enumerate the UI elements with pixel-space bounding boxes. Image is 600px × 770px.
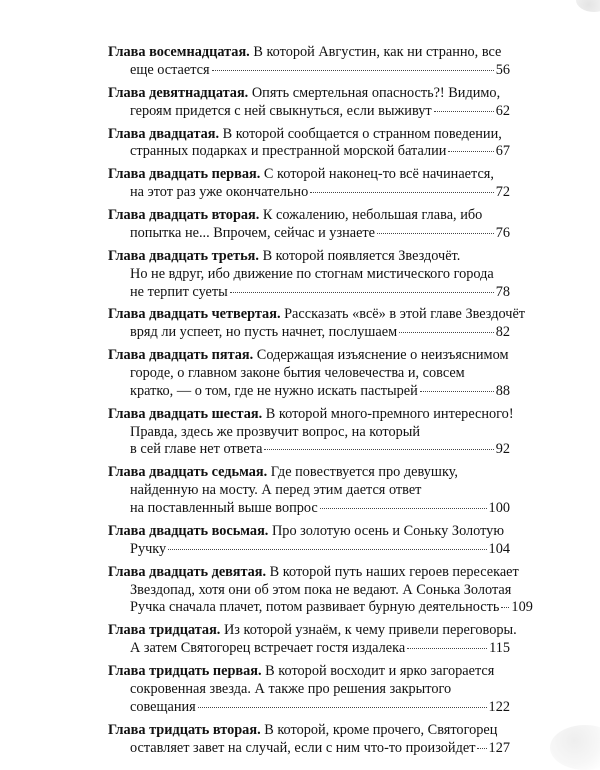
- toc-entry-text: [108, 44, 501, 60]
- page-number: 92: [495, 441, 510, 458]
- chapter-description: А затем Святогорец встречает гостя издалека: [130, 640, 406, 657]
- toc-entry-text: [130, 184, 308, 202]
- toc-entry: [108, 166, 510, 202]
- dot-leader: [264, 449, 493, 450]
- toc-entry-line: [108, 248, 510, 266]
- chapter-description: не терпит суеты: [130, 283, 228, 300]
- chapter-title: Глава двадцать четвертая.: [108, 306, 281, 323]
- toc-entry-line: [108, 599, 533, 617]
- toc-entry-line: [108, 424, 510, 442]
- toc-entry-line: [108, 640, 510, 658]
- toc-entry-text: [130, 266, 494, 282]
- toc-entry: [108, 563, 533, 617]
- dot-leader: [434, 111, 494, 112]
- chapter-title: Глава двадцать седьмая.: [108, 464, 268, 481]
- toc-entry-line: [108, 699, 510, 717]
- toc-entry-text: [108, 564, 519, 580]
- toc-entry: [108, 126, 510, 162]
- toc-entry-text: [130, 541, 166, 559]
- page-number: 122: [488, 698, 510, 715]
- toc-entry-line: [108, 681, 510, 699]
- chapter-description: сокровенная звезда. А также про решения закрытого: [130, 680, 452, 697]
- toc-entry: [108, 347, 510, 400]
- chapter-description: городе, о главном законе бытия человечества и, совсем: [130, 365, 465, 382]
- chapter-description: Рассказать «всё» в этой главе Звездочёт: [280, 306, 526, 323]
- dot-leader: [198, 707, 487, 708]
- chapter-description: странных подарках и престранной морской баталии: [130, 143, 447, 160]
- toc-entry-line: [108, 306, 526, 324]
- toc-entry: [108, 663, 510, 716]
- toc-entry-text: [108, 347, 509, 363]
- chapter-description: в сей главе нет ответа: [130, 441, 263, 458]
- toc-entry-text: [108, 85, 500, 101]
- chapter-description: В которой Августин, как ни странно, все: [249, 44, 502, 60]
- chapter-description: В которой восходит и ярко загорается: [261, 663, 495, 680]
- chapter-title: Глава двадцать пятая.: [108, 347, 254, 364]
- toc-entry-line: [108, 324, 510, 342]
- toc-entry-line: [108, 722, 510, 740]
- chapter-title: Глава девятнадцатая.: [108, 84, 249, 101]
- toc-entry-text: [130, 441, 262, 459]
- chapter-description: Звездопад, хотя они об этом пока не ведают. А Сонька Золотая: [130, 581, 512, 598]
- dot-leader: [230, 292, 494, 293]
- chapter-description: К сожалению, небольшая глава, ибо: [259, 207, 483, 224]
- toc-entry-text: [130, 143, 446, 161]
- page-number: 67: [495, 143, 510, 160]
- chapter-title: Глава двадцать восьмая.: [108, 523, 269, 539]
- toc-entry-line: [108, 126, 510, 144]
- page-number: 56: [495, 61, 510, 78]
- chapter-description: Ручку: [130, 540, 167, 557]
- toc-entry: [108, 44, 510, 80]
- toc-entry-line: [108, 85, 510, 103]
- toc-entry-text: [130, 740, 475, 758]
- chapter-title: Глава тридцать вторая.: [108, 721, 261, 738]
- chapter-title: Глава тридцать первая.: [108, 663, 262, 680]
- toc-entry-line: [108, 365, 510, 383]
- toc-entry-line: [108, 383, 510, 401]
- toc-entry-text: [130, 599, 499, 617]
- chapter-description: совещания: [130, 698, 196, 715]
- toc-entry-text: [130, 225, 375, 243]
- toc-entry-line: [108, 541, 510, 559]
- dot-leader: [399, 332, 494, 333]
- toc-entry-line: [108, 740, 510, 758]
- toc-entry: [108, 85, 510, 121]
- dot-leader: [501, 607, 509, 608]
- toc-entry-text: [108, 663, 494, 679]
- chapter-description: попытка не... Впрочем, сейчас и узнаете: [130, 224, 376, 241]
- toc-entry-line: [108, 663, 510, 681]
- chapter-title: Глава восемнадцатая.: [108, 44, 250, 60]
- chapter-description: Ручка сначала плачет, потом развивает бурную деятельность: [130, 599, 500, 616]
- toc-entry-text: [108, 306, 525, 322]
- chapter-description: на этот раз уже окончательно: [130, 184, 309, 201]
- toc-entry-text: [108, 406, 514, 422]
- toc-entry: [108, 622, 517, 658]
- chapter-description: Опять смертельная опасность?! Видимо,: [248, 84, 501, 101]
- toc-entry-text: [108, 722, 497, 738]
- toc-entry-text: [130, 500, 318, 518]
- chapter-description: В которой сообщается о странном поведении,: [219, 125, 502, 142]
- toc-entry-text: [130, 640, 405, 658]
- toc-entry-line: [108, 441, 510, 459]
- page-number: 76: [495, 224, 510, 241]
- chapter-description: В которой появляется Звездочёт.: [259, 247, 461, 264]
- dot-leader: [377, 233, 494, 234]
- chapter-description: Где повествуется про девушку,: [267, 464, 458, 481]
- toc-entry-line: [108, 166, 510, 184]
- toc-entry-text: [108, 126, 502, 142]
- toc-entry-line: [108, 143, 510, 161]
- chapter-description: Про золотую осень и Соньку Золотую: [268, 523, 505, 539]
- chapter-description: В которой много-премного интересного!: [262, 405, 514, 422]
- toc-entry-text: [108, 207, 482, 223]
- page-number: 62: [495, 102, 510, 119]
- chapter-description: Содержащая изъяснение о неизъяснимом: [253, 347, 509, 364]
- toc-entry-text: [130, 324, 397, 342]
- page-corner-curl: [576, 0, 600, 12]
- toc-entry-text: [130, 582, 511, 598]
- toc-entry-text: [130, 699, 196, 717]
- page-number: 104: [488, 540, 510, 557]
- chapter-description: на поставленный выше вопрос: [130, 500, 318, 517]
- chapter-title: Глава двадцать третья.: [108, 247, 259, 264]
- toc-entry-line: [108, 62, 510, 80]
- toc-entry-text: [130, 284, 228, 302]
- toc-entry-text: [108, 622, 517, 638]
- dot-leader: [477, 748, 486, 749]
- chapter-description: еще остается: [130, 61, 210, 78]
- toc-entry: [108, 722, 510, 758]
- chapter-description: вряд ли успеет, но пусть начнет, послушаем: [130, 324, 398, 341]
- page-number: 78: [495, 283, 510, 300]
- page-number: 88: [495, 382, 510, 399]
- toc-entry: [108, 306, 526, 342]
- dot-leader: [168, 549, 486, 550]
- toc-entry-line: [108, 464, 510, 482]
- toc-entry-line: [108, 622, 517, 640]
- table-of-contents: [108, 44, 533, 763]
- toc-entry-line: [108, 500, 510, 518]
- chapter-description: Но не вдруг, ибо движение по стогнам мистического города: [130, 265, 494, 282]
- toc-entry-line: [108, 103, 510, 121]
- chapter-title: Глава двадцать вторая.: [108, 207, 260, 224]
- chapter-description: С которой наконец-то всё начинается,: [260, 166, 494, 183]
- dot-leader: [212, 70, 494, 71]
- page-number: 109: [511, 599, 533, 616]
- toc-entry-line: [108, 347, 510, 365]
- toc-entry: [108, 207, 510, 243]
- chapter-description: Правда, здесь же прозвучит вопрос, на который: [130, 423, 421, 440]
- toc-entry: [108, 464, 510, 517]
- dot-leader: [407, 648, 487, 649]
- chapter-description: кратко, — о том, где не нужно искать пастырей: [130, 382, 418, 399]
- toc-entry-line: [108, 482, 510, 500]
- toc-entry-text: [108, 523, 504, 539]
- toc-entry-line: [108, 207, 510, 225]
- page-number: 100: [488, 500, 510, 517]
- toc-entry-line: [108, 582, 510, 600]
- toc-entry-text: [108, 464, 458, 480]
- toc-entry-text: [130, 62, 210, 80]
- chapter-title: Глава тридцатая.: [108, 622, 221, 639]
- toc-entry: [108, 248, 510, 301]
- toc-entry-line: [108, 44, 510, 62]
- page-number: 82: [495, 324, 510, 341]
- toc-entry-text: [130, 681, 451, 697]
- toc-entry-text: [108, 248, 460, 264]
- chapter-title: Глава двадцать девятая.: [108, 563, 267, 580]
- toc-entry-line: [108, 405, 514, 424]
- toc-entry-line: [108, 225, 510, 243]
- dot-leader: [320, 508, 487, 509]
- toc-entry: [108, 405, 514, 459]
- toc-entry-text: [130, 103, 432, 121]
- toc-entry-line: [108, 266, 510, 284]
- toc-entry-text: [108, 166, 494, 182]
- chapter-title: Глава двадцать первая.: [108, 166, 261, 183]
- chapter-title: Глава двадцатая.: [108, 125, 220, 142]
- chapter-description: оставляет завет на случай, если с ним что-то произойдет: [130, 739, 476, 756]
- chapter-description: В которой путь наших героев пересекает: [266, 563, 519, 580]
- toc-entry-line: [108, 523, 510, 541]
- toc-entry-text: [130, 383, 418, 401]
- chapter-description: героям придется с ней свыкнуться, если выживут: [130, 102, 432, 119]
- chapter-title: Глава двадцать шестая.: [108, 405, 263, 422]
- toc-entry-text: [130, 482, 421, 498]
- dot-leader: [310, 192, 493, 193]
- page-number: 127: [488, 739, 510, 756]
- toc-entry-line: [108, 563, 519, 582]
- page-number: 115: [489, 640, 510, 657]
- toc-entry: [108, 523, 510, 559]
- toc-entry-line: [108, 184, 510, 202]
- toc-entry-line: [108, 284, 510, 302]
- toc-entry-text: [130, 365, 465, 381]
- page-corner-shadow: [550, 725, 600, 770]
- dot-leader: [420, 391, 494, 392]
- chapter-description: В которой, кроме прочего, Святогорец: [260, 721, 498, 738]
- chapter-description: Из которой узнаём, к чему привели переговоры.: [220, 622, 517, 639]
- chapter-description: найденную на мосту. А перед этим дается ответ: [130, 482, 422, 499]
- page-number: 72: [495, 184, 510, 201]
- dot-leader: [448, 151, 493, 152]
- toc-entry-text: [130, 424, 420, 440]
